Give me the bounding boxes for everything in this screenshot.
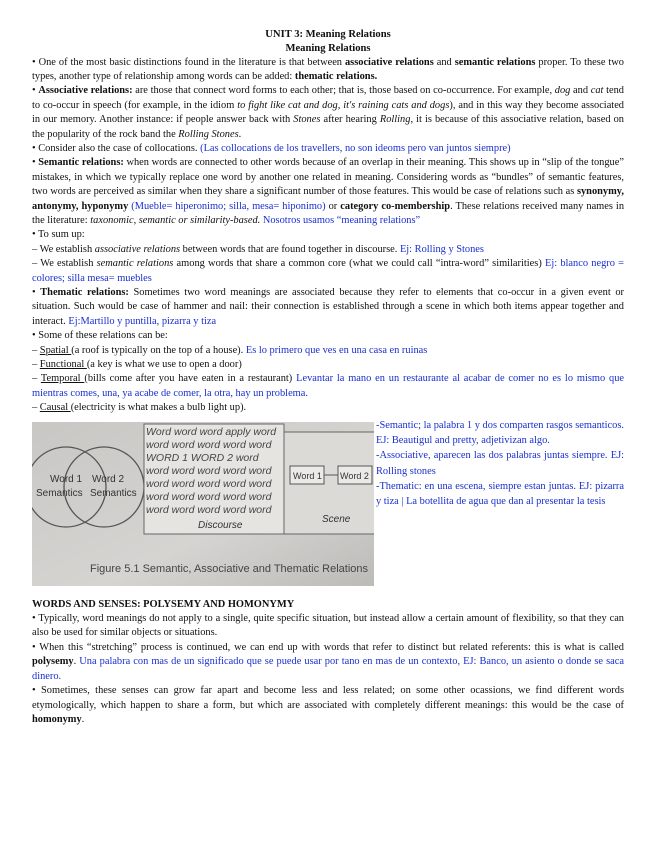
discourse-text: Word word word apply word word word word word word WORD 1 WORD 2 word word word word word word word word word word word word word word word word word word word word word <box>146 425 277 516</box>
scene-label: Scene <box>322 513 351 525</box>
venn-semantics2: Semantics <box>90 487 137 499</box>
paragraph-thematic: • Thematic relations: Sometimes two word meanings are associated because they refer to elements that co-occur in a given event or situation. Such would be case of hammer and nail: their connection is established through a scene in which both items appear together and interact. Ej:Martillo y puntilla, pizarra y tiza <box>32 287 624 327</box>
document-page <box>32 28 624 727</box>
note-associative: -Associative, aparecen las dos palabras juntas siempre. EJ: Rolling stones <box>376 450 624 477</box>
paragraph-collocations: • Consider also the case of collocations. (Las collocations de los travellers, no son ideoms pero van juntos siempre) <box>32 142 511 154</box>
venn-semantics1: Semantics <box>36 487 83 499</box>
note-collocations: (Las collocations de los travellers, no son ideoms pero van juntos siempre) <box>200 142 511 154</box>
scene-word1: Word 1 <box>293 470 322 481</box>
paragraph-associative: • Associative relations: are those that connect word forms to each other; that is, those based on co-occurrence. For example, dog and cat tend to co-occur in speech (for example, in the idiom to fight like cat and dog, it's raining cats and dogs), and in this way they become associated in our memory. Another instance: if people answer back with Stones after hearing Rolling, it is because of this associative relation, based on the popularity of the rock band the Rolling Stones. <box>32 85 625 140</box>
scene-box <box>284 432 374 534</box>
list-item-spatial: – Spatial (a roof is typically on the top of a house). Es lo primero que ves en una casa en ruinas <box>32 344 428 356</box>
paragraph-relations-intro: • Some of these relations can be: <box>32 330 168 342</box>
paragraph-intro: • One of the most basic distinctions found in the literature is that between associative relations and semantic relations proper. To these two types, another type of relationship among words can be added: thematic relations. <box>32 56 624 82</box>
discourse-label: Discourse <box>198 519 243 531</box>
section-heading-polysemy: WORDS AND SENSES: POLYSEMY AND HOMONYMY <box>32 598 295 610</box>
paragraph-homonymy: • Sometimes, these senses can grow far apart and become less and less related; on some other ocassions, we find different words etymologically, which happen to share a form, but which are associated with completely different meanings: this would be the case of homonymy. <box>32 685 624 725</box>
figure-notes <box>376 418 624 510</box>
paragraph-sum-up: • To sum up: <box>32 229 85 241</box>
scene-word2: Word 2 <box>340 470 369 481</box>
list-item-semantic: – We establish semantic relations among words that share a common core (what we could call “intra-word” similarities) Ej: blanco negro = colores; silla mesa= muebles <box>32 258 625 284</box>
list-item-associative: – We establish associative relations between words that are found together in discourse. Ej: Rolling y Stones <box>32 243 484 255</box>
list-item-functional: – Functional (a key is what we use to open a door) <box>32 359 242 371</box>
venn-word1: Word 1 <box>50 473 83 485</box>
figure-caption: Figure 5.1 Semantic, Associative and Thematic Relations <box>90 562 368 575</box>
venn-word2: Word 2 <box>92 473 125 485</box>
note-thematic: -Thematic: en una escena, siempre estan juntas. EJ: pizarra y tiza | La botellita de agua que dan al presentar la tesis <box>376 480 624 508</box>
section-title: Meaning Relations <box>285 42 371 54</box>
unit-title: UNIT 3: Meaning Relations <box>265 29 391 40</box>
note-semantic: -Semantic; la palabra 1 y dos comparten rasgos semanticos. EJ: Beautigul and pretty, adjetivizan algo. <box>376 419 624 446</box>
list-item-causal: – Causal (electricity is what makes a bulb light up). <box>32 402 247 414</box>
figure-5-1-photo <box>32 422 374 586</box>
figure-row <box>32 419 624 590</box>
paragraph-semantic: • Semantic relations: when words are connected to other words because of an overlap in their meaning. This shows up in “slip of the tongue” mistakes, in which we typically replace one word by another one related in meaning. Considering words as “bundles” of semantic features, two words are perceived as similar when they share a significant number of those features. This would be case of relations such as synonymy, antonymy, hyponymy (Mueble= hiperonimo; silla, mesa= hiponimo) or category co-membership. These relations received many names in the literature: taxonomic, semantic or similarity-based. Nosotros usamos “meaning relations” <box>32 157 625 226</box>
paragraph-flexibility: • Typically, word meanings do not apply to a single, quite specific situation, but instead allow a certain amount of flexibility, so that they can also be used for similar objects or situations. <box>32 613 624 639</box>
list-item-temporal: – Temporal (bills come after you have eaten in a restaurant) Levantar la mano en un restaurante al acabar de comer no es lo mismo que mientras comes, una, ya acabe de comer, la otra, hay un problema. <box>32 373 625 399</box>
paragraph-polysemy: • When this “stretching” process is continued, we can end up with words that refer to distinct but related referents: this is what is called polysemy. Una palabra con mas de un significado que se puede usar por tano en mas de un contexto, EJ: Banco, un asiento o donde se saca dinero. <box>32 641 624 682</box>
